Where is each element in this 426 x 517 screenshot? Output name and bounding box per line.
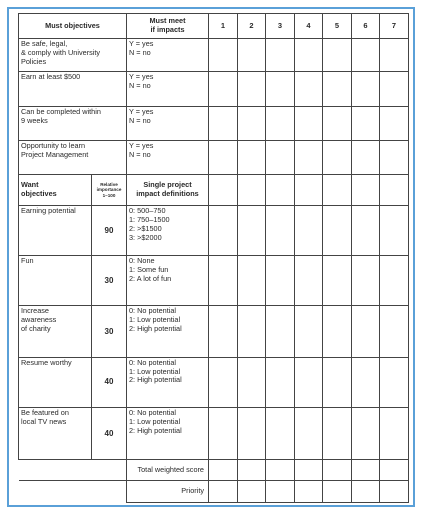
project-column-7: 7 <box>380 14 409 39</box>
must-score-cell-7[interactable] <box>380 106 409 140</box>
must-objective <box>19 39 127 72</box>
importance-value: 40 <box>92 407 127 459</box>
text-line: 1: Low potential <box>129 315 181 325</box>
text-line: Y = yes <box>129 141 154 151</box>
must-score-cell-4[interactable] <box>295 141 323 174</box>
project-column-2: 2 <box>238 14 266 39</box>
text-line: 9 weeks <box>21 115 48 125</box>
must-objective <box>19 141 127 174</box>
want-score-cell-1[interactable] <box>209 306 238 357</box>
want-score-cell-1[interactable] <box>209 256 238 306</box>
text-line: 2: High potential <box>129 324 182 334</box>
want-score-cell-3[interactable] <box>266 256 295 306</box>
must-impact <box>127 72 209 106</box>
want-score-cell-2[interactable] <box>238 206 266 256</box>
text-line: impact definitions <box>136 189 199 199</box>
text-line: 1–100 <box>102 192 116 198</box>
text-line: N = no <box>129 47 151 57</box>
text-line: Be featured on <box>21 407 69 417</box>
total-weighted-score-score-cell-4[interactable] <box>295 460 323 481</box>
want-score-cell-5[interactable] <box>323 357 352 407</box>
want-score-cell-6[interactable] <box>352 206 380 256</box>
total-weighted-score-score-cell-1[interactable] <box>209 460 238 481</box>
must-score-cell-1[interactable] <box>209 141 238 174</box>
text-line: Y = yes <box>129 72 154 82</box>
text-line: Fun <box>21 256 34 266</box>
want-score-cell-4[interactable] <box>295 357 323 407</box>
want-score-cell-6[interactable] <box>352 357 380 407</box>
impact-definition <box>127 407 209 459</box>
text-line: Can be completed within <box>21 106 101 116</box>
text-line: 0: No potential <box>129 306 177 316</box>
importance-value: 30 <box>92 306 127 357</box>
want-score-cell-7[interactable] <box>380 206 409 256</box>
must-score-cell-7[interactable] <box>380 72 409 106</box>
want-row <box>19 206 409 256</box>
impact-definitions-header <box>127 174 209 205</box>
must-score-cell-6[interactable] <box>352 141 380 174</box>
want-objectives-header <box>19 174 92 205</box>
text-line: Want <box>21 180 39 190</box>
project-column-6: 6 <box>352 14 380 39</box>
priority-score-cell-3[interactable] <box>266 480 295 502</box>
must-score-cell-3[interactable] <box>266 72 295 106</box>
text-line: 3: >$2000 <box>129 232 162 242</box>
must-score-cell-2[interactable] <box>238 106 266 140</box>
text-line: Resume worthy <box>21 357 72 367</box>
must-score-cell-5[interactable] <box>323 141 352 174</box>
priority-row <box>19 480 409 502</box>
want-score-cell-2[interactable] <box>238 357 266 407</box>
must-score-cell-7[interactable] <box>380 39 409 72</box>
text-line: & comply with University <box>21 47 101 57</box>
priority-score-cell-4[interactable] <box>295 480 323 502</box>
must-score-cell-7[interactable] <box>380 141 409 174</box>
must-score-cell-1[interactable] <box>209 72 238 106</box>
must-row <box>19 106 409 140</box>
want-score-cell-7[interactable] <box>380 256 409 306</box>
text-line: Y = yes <box>129 39 154 49</box>
project-column-4: 4 <box>295 14 323 39</box>
must-objectives-header: Must objectives <box>19 14 127 39</box>
want-score-cell-3[interactable] <box>266 357 295 407</box>
text-line: 0: 500–750 <box>129 206 166 216</box>
want-score-cell-5[interactable] <box>323 306 352 357</box>
want-score-cell-5[interactable] <box>323 407 352 459</box>
want-objective <box>19 306 92 357</box>
want-score-cell-7[interactable] <box>380 407 409 459</box>
text-line: Single project <box>143 180 192 190</box>
total-weighted-score-label: Total weighted score <box>127 460 209 481</box>
want-header-score-cell-3[interactable] <box>266 174 295 205</box>
want-score-cell-3[interactable] <box>266 306 295 357</box>
text-line: N = no <box>129 115 151 125</box>
must-row <box>19 141 409 174</box>
text-line: 2: High potential <box>129 375 182 385</box>
project-column-1: 1 <box>209 14 238 39</box>
priority-score-cell-6[interactable] <box>352 480 380 502</box>
want-header-score-cell-2[interactable] <box>238 174 266 205</box>
want-score-cell-4[interactable] <box>295 407 323 459</box>
want-objective <box>19 357 92 407</box>
impact-definition <box>127 357 209 407</box>
text-line: N = no <box>129 81 151 91</box>
blank-cell <box>19 460 127 481</box>
must-score-cell-3[interactable] <box>266 141 295 174</box>
importance-value: 40 <box>92 357 127 407</box>
want-row <box>19 407 409 459</box>
project-selection-matrix <box>18 13 409 503</box>
text-line: 0: None <box>129 256 155 266</box>
must-row <box>19 72 409 106</box>
project-column-5: 5 <box>323 14 352 39</box>
text-line: Be safe, legal, <box>21 39 68 49</box>
want-score-cell-5[interactable] <box>323 256 352 306</box>
want-score-cell-1[interactable] <box>209 407 238 459</box>
text-line: 1: Low potential <box>129 366 181 376</box>
must-score-cell-2[interactable] <box>238 39 266 72</box>
want-header-score-cell-7[interactable] <box>380 174 409 205</box>
text-line: Opportunity to learn <box>21 141 86 151</box>
text-line: 1: Low potential <box>129 416 181 426</box>
project-column-3: 3 <box>266 14 295 39</box>
blank-cell <box>19 480 127 502</box>
want-score-cell-2[interactable] <box>238 256 266 306</box>
text-line: 1: 750–1500 <box>129 215 170 225</box>
priority-score-cell-7[interactable] <box>380 480 409 502</box>
want-objective <box>19 407 92 459</box>
want-header-score-cell-1[interactable] <box>209 174 238 205</box>
must-score-cell-4[interactable] <box>295 39 323 72</box>
must-meet-header <box>127 14 209 39</box>
want-header-row <box>19 174 409 205</box>
want-score-cell-4[interactable] <box>295 256 323 306</box>
must-score-cell-5[interactable] <box>323 39 352 72</box>
text-line: Project Management <box>21 150 89 160</box>
want-score-cell-3[interactable] <box>266 407 295 459</box>
priority-score-cell-1[interactable] <box>209 480 238 502</box>
want-score-cell-6[interactable] <box>352 407 380 459</box>
text-line: if impacts <box>150 25 185 35</box>
impact-definition <box>127 256 209 306</box>
want-header-score-cell-4[interactable] <box>295 174 323 205</box>
text-line: Y = yes <box>129 106 154 116</box>
must-score-cell-1[interactable] <box>209 39 238 72</box>
want-score-cell-7[interactable] <box>380 357 409 407</box>
text-line: 2: High potential <box>129 425 182 435</box>
text-line: Increase <box>21 306 49 316</box>
want-score-cell-6[interactable] <box>352 306 380 357</box>
want-score-cell-4[interactable] <box>295 206 323 256</box>
must-impact <box>127 106 209 140</box>
want-score-cell-2[interactable] <box>238 407 266 459</box>
importance-value: 30 <box>92 256 127 306</box>
text-line: of charity <box>21 324 51 334</box>
matrix-frame <box>7 7 415 507</box>
want-row <box>19 256 409 306</box>
must-score-cell-4[interactable] <box>295 72 323 106</box>
want-objective <box>19 256 92 306</box>
total-weighted-score-score-cell-5[interactable] <box>323 460 352 481</box>
want-header-score-cell-5[interactable] <box>323 174 352 205</box>
want-score-cell-2[interactable] <box>238 306 266 357</box>
want-score-cell-7[interactable] <box>380 306 409 357</box>
text-line: importance <box>96 187 122 193</box>
text-line: 1: Some fun <box>129 265 169 275</box>
want-objective <box>19 206 92 256</box>
text-line: Earning potential <box>21 206 76 216</box>
text-line: N = no <box>129 150 151 160</box>
must-objective <box>19 72 127 106</box>
must-objective <box>19 106 127 140</box>
priority-score-cell-2[interactable] <box>238 480 266 502</box>
must-score-cell-3[interactable] <box>266 39 295 72</box>
must-score-cell-1[interactable] <box>209 106 238 140</box>
want-score-cell-5[interactable] <box>323 206 352 256</box>
want-score-cell-1[interactable] <box>209 206 238 256</box>
must-score-cell-3[interactable] <box>266 106 295 140</box>
priority-score-cell-5[interactable] <box>323 480 352 502</box>
total-weighted-score-score-cell-3[interactable] <box>266 460 295 481</box>
want-score-cell-6[interactable] <box>352 256 380 306</box>
must-score-cell-5[interactable] <box>323 106 352 140</box>
total-weighted-score-row <box>19 460 409 481</box>
total-weighted-score-score-cell-2[interactable] <box>238 460 266 481</box>
text-line: 0: No potential <box>129 357 177 367</box>
text-line: 2: >$1500 <box>129 223 162 233</box>
must-score-cell-6[interactable] <box>352 72 380 106</box>
text-line: 0: No potential <box>129 407 177 417</box>
text-line: awareness <box>21 315 57 325</box>
text-line: Relative <box>100 182 118 188</box>
text-line: local TV news <box>21 416 67 426</box>
priority-label: Priority <box>127 480 209 502</box>
want-row <box>19 357 409 407</box>
text-line: objectives <box>21 189 57 199</box>
must-score-cell-2[interactable] <box>238 141 266 174</box>
want-header-score-cell-6[interactable] <box>352 174 380 205</box>
want-score-cell-1[interactable] <box>209 357 238 407</box>
text-line: Policies <box>21 56 47 66</box>
must-impact <box>127 39 209 72</box>
total-weighted-score-score-cell-6[interactable] <box>352 460 380 481</box>
text-line: 2: A lot of fun <box>129 274 172 284</box>
must-score-cell-4[interactable] <box>295 106 323 140</box>
must-score-cell-2[interactable] <box>238 72 266 106</box>
must-row <box>19 39 409 72</box>
importance-value: 90 <box>92 206 127 256</box>
must-impact <box>127 141 209 174</box>
text-line: Must meet <box>149 16 186 26</box>
want-row <box>19 306 409 357</box>
total-weighted-score-score-cell-7[interactable] <box>380 460 409 481</box>
must-score-cell-6[interactable] <box>352 106 380 140</box>
relative-importance-header <box>92 174 127 205</box>
must-score-cell-5[interactable] <box>323 72 352 106</box>
impact-definition <box>127 306 209 357</box>
must-score-cell-6[interactable] <box>352 39 380 72</box>
impact-definition <box>127 206 209 256</box>
text-line: Earn at least $500 <box>21 72 81 82</box>
want-score-cell-3[interactable] <box>266 206 295 256</box>
want-score-cell-4[interactable] <box>295 306 323 357</box>
header-row <box>19 14 409 39</box>
